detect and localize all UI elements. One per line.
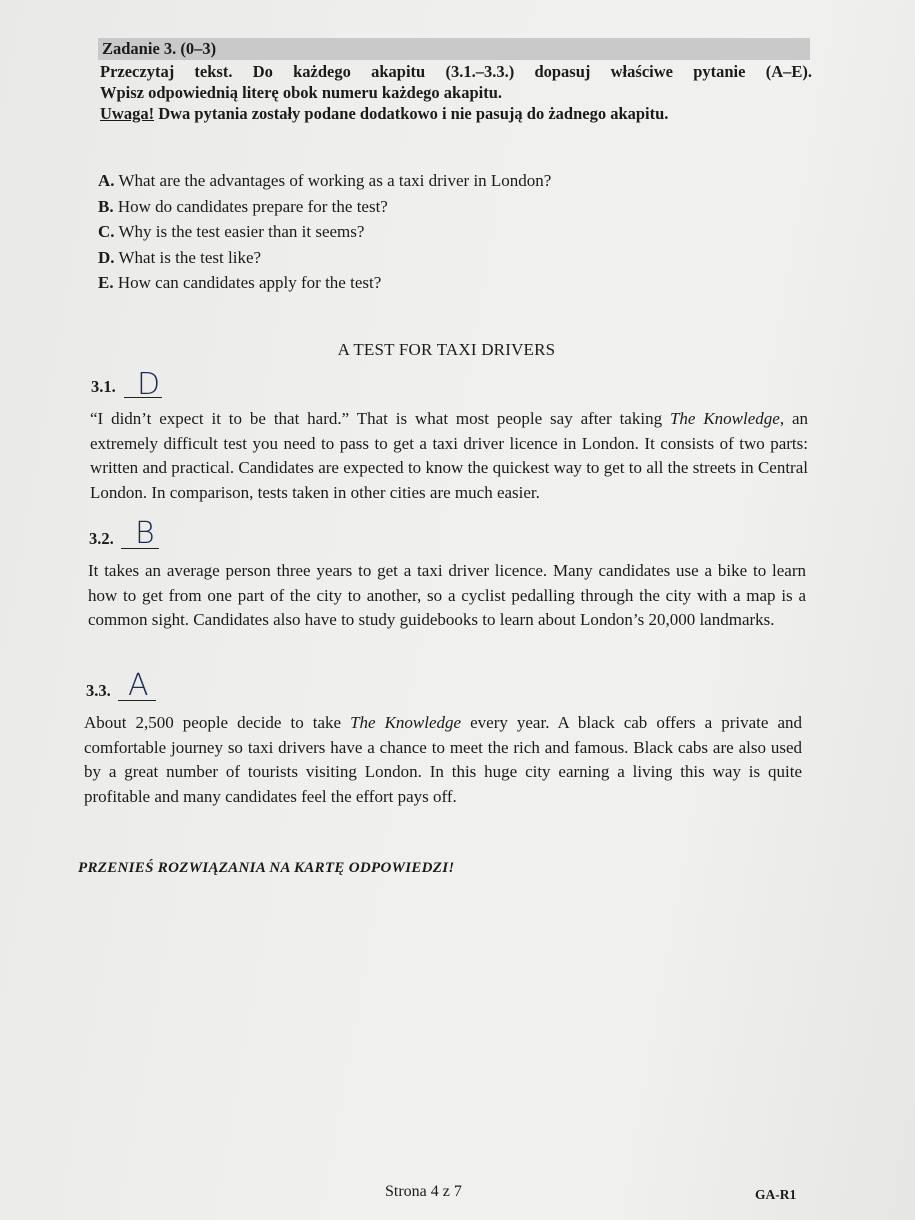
paragraph-text: About 2,500 people decide to take <box>84 713 351 732</box>
exam-code: GA-R1 <box>755 1187 797 1202</box>
paragraph-italic-title: The Knowledge <box>350 713 462 732</box>
option-d <box>98 245 698 271</box>
handwritten-answer: A <box>128 668 149 703</box>
option-a <box>98 168 698 194</box>
option-b <box>98 194 698 220</box>
paragraph-text: every year. A black cab offers a private and comfortable journey so taxi drivers have a chance to meet the rich and famous. Black cabs are also used by a great number of tourists visiting London. In this huge city earning a living this way is quite profitable and many candidates feel the effort pays off. <box>84 713 802 806</box>
paragraph-label: 3.2. <box>89 529 114 548</box>
option-c <box>98 219 698 245</box>
task-instructions <box>100 61 812 124</box>
paragraph-text: “I didn’t expect it to be that hard.” That is what most people say after taking <box>90 409 670 428</box>
warning-label: Uwaga! <box>100 104 155 123</box>
transfer-answers-note: PRZENIEŚ ROZWIĄZANIA NA KARTĘ ODPOWIEDZI! <box>78 860 455 876</box>
option-letter: E. <box>98 273 114 292</box>
option-letter: C. <box>98 222 115 241</box>
option-letter: B. <box>98 196 114 216</box>
option-text: What are the advantages of working as a taxi driver in London? <box>114 171 552 190</box>
option-text: What is the test like? <box>114 247 262 267</box>
option-text: How do candidates prepare for the test? <box>113 196 388 216</box>
option-letter: A. <box>98 171 115 190</box>
reading-text-title: A TEST FOR TAXI DRIVERS <box>337 340 556 359</box>
task-header-bar <box>98 38 810 60</box>
option-e <box>98 270 698 296</box>
option-text: Why is the test easier than it seems? <box>114 222 365 241</box>
handwritten-answer: D <box>137 367 161 402</box>
task-title: Zadanie 3. (0–3) <box>102 39 217 58</box>
instruction-line-2: Wpisz odpowiednią literę obok numeru każdego akapitu. <box>100 83 503 102</box>
paragraph-label: 3.1. <box>91 377 116 396</box>
paragraph-3-2-text <box>88 559 806 633</box>
page-number: Strona 4 z 7 <box>385 1183 462 1200</box>
option-text: How can candidates apply for the test? <box>113 273 382 292</box>
paragraph-3-3-text <box>84 711 802 809</box>
instruction-line-1: Przeczytaj tekst. Do każdego akapitu (3.1.–3.3.) dopasuj właściwe pytanie (A–E). <box>100 62 812 81</box>
paragraph-label: 3.3. <box>86 681 111 700</box>
warning-line <box>100 103 812 124</box>
paragraph-text: , an extremely difficult test you need to pass to get a taxi driver licence in London. It consists of two parts: written and practical. Candidates are expected to know the quickest way to get to all the streets in Central London. In comparison, tests taken in other cities are much easier. <box>90 409 808 502</box>
handwritten-answer: B <box>135 516 155 551</box>
warning-text: Dwa pytania zostały podane dodatkowo i nie pasują do żadnego akapitu. <box>154 104 669 123</box>
paragraph-text: It takes an average person three years to get a taxi driver licence. Many candidates use a bike to learn how to get from one part of the city to another, so a cyclist pedalling through the city with a map is a common sight. Candidates also have to study guidebooks to learn about London’s 20,000 landmarks. <box>88 561 806 629</box>
option-letter: D. <box>98 247 115 267</box>
answer-options-list <box>98 168 698 296</box>
paragraph-3-1-text <box>90 407 808 505</box>
paragraph-italic-title: The Knowledge <box>669 409 780 428</box>
